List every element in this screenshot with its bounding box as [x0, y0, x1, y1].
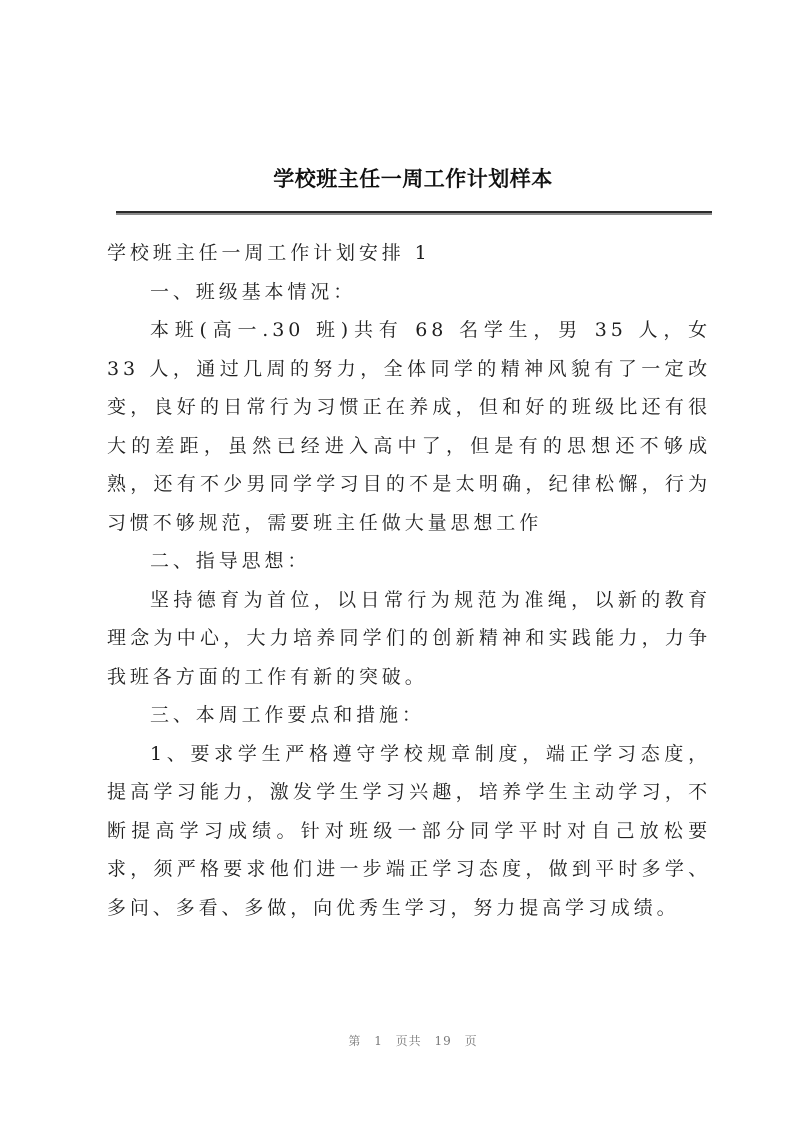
document-body	[107, 234, 711, 927]
section-paragraph-basic-situation: 本班(高一.30 班)共有 68 名学生，男 35 人，女 33 人，通过几周的努力，全体同学的精神风貌有了一定改变，良好的日常行为习惯正在养成，但和好的班级比还有很大的差距，虽然已经进入高中了，但是有的思想还不够成熟，还有不少男同学学习目的不是太明确，纪律松懈，行为习惯不够规范，需要班主任做大量思想工作	[107, 319, 711, 534]
section-paragraph-guiding-ideology: 坚持德育为首位，以日常行为规范为准绳，以新的教育理念为中心，大力培养同学们的创新精神和实践能力，力争我班各方面的工作有新的突破。	[107, 588, 711, 688]
page-number-footer: 第 1 页共 19 页	[348, 1034, 478, 1048]
section-heading-basic-situation: 一、班级基本情况：	[150, 280, 357, 303]
section-paragraph-weekly-measures: 1、要求学生严格遵守学校规章制度，端正学习态度，提高学习能力，激发学生学习兴趣，培养学生主动学习，不断提高学习成绩。针对班级一部分同学平时对自己放松要求，须严格要求他们进一步端正学习态度，做到平时多学、多问、多看、多做，向优秀生学习，努力提高学习成绩。	[107, 742, 711, 919]
section-heading-guiding-ideology: 二、指导思想：	[150, 550, 311, 572]
plan-subtitle: 学校班主任一周工作计划安排 1	[107, 242, 431, 264]
document-title: 学校班主任一周工作计划样本	[273, 167, 553, 191]
section-heading-weekly-measures: 三、本周工作要点和措施：	[150, 704, 425, 726]
title-divider	[116, 211, 712, 215]
